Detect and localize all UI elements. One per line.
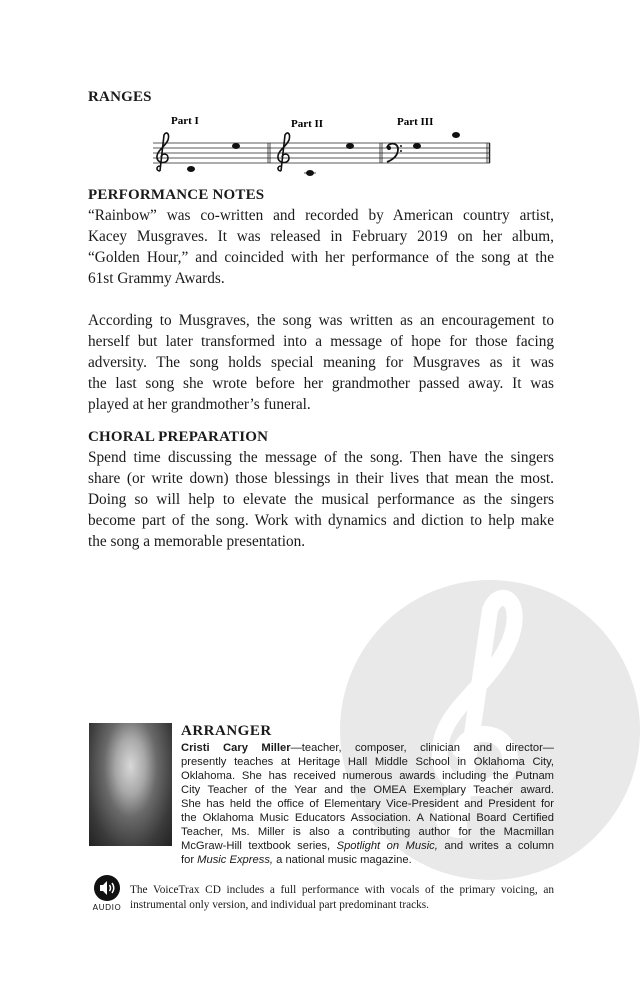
text-line: instrumental only version, and individual part predominant tracks.: [130, 898, 429, 911]
text-line: Oklahoma. She has received numerous awards including the Putnam: [181, 770, 554, 782]
text-line: adversity. The song holds special meaning for Musgraves as it was: [88, 354, 554, 371]
choral-preparation-heading: CHORAL PREPARATION: [88, 429, 269, 445]
audio-description: [130, 883, 554, 912]
main-content: [88, 87, 554, 552]
choral-preparation-paragraph: [88, 447, 554, 552]
text-line: the song a memorable presentation.: [88, 533, 306, 550]
text-line: become part of the song. Work with dynamics and diction to help make: [88, 512, 554, 529]
part-3-label: Part III: [397, 116, 434, 128]
arranger-photo: [89, 723, 172, 846]
text-line: She has held the office of Elementary Vice-President and President for: [181, 798, 554, 810]
performance-notes-paragraph-1: [88, 205, 554, 289]
text-line: herself but later transformed into a message of hope for those facing: [88, 333, 554, 350]
text-line: Kacey Musgraves. It was released in February 2019 on her album,: [88, 228, 554, 245]
performance-notes-paragraph-2: [88, 310, 554, 415]
text-line: Teacher, Ms. Miller is also a contributing author for the Macmillan: [181, 826, 554, 838]
text-line: share (or write down) those blessings in their lives that mean the most.: [88, 470, 554, 487]
treble-clef-icon: [278, 133, 290, 171]
text-line: [181, 853, 554, 867]
audio-note: [89, 867, 554, 913]
text-line: 61st Grammy Awards.: [88, 270, 225, 287]
arranger-section: [89, 723, 554, 913]
audio-speaker-icon: [94, 875, 120, 901]
text-line: The VoiceTrax CD includes a full performance with vocals of the primary voicing, an: [130, 884, 554, 896]
note: [346, 143, 354, 149]
text-line: “Rainbow” was co-written and recorded by American country artist,: [88, 207, 554, 224]
part-2-label: Part II: [291, 118, 324, 130]
text-line: [181, 741, 554, 755]
performance-notes-heading: PERFORMANCE NOTES: [88, 187, 265, 203]
note: [413, 143, 421, 149]
text-span: a national music magazine.: [273, 854, 412, 866]
text-line: presently teaches at Heritage Hall Middle School in Oklahoma City,: [181, 756, 554, 768]
treble-clef-icon: [157, 133, 169, 171]
text-line: According to Musgraves, the song was written as an encouragement to: [88, 312, 554, 329]
audio-badge: [89, 875, 125, 913]
text-line: City Teacher of the Year and the OMEA Exemplary Teacher award.: [181, 784, 554, 796]
arranger-bio: [181, 723, 554, 867]
text-line: the Oklahoma Music Educators Association. A National Board Certified: [181, 812, 554, 824]
note: [187, 166, 195, 172]
text-line: “Golden Hour,” and coincided with her performance of the song at the: [88, 249, 554, 266]
text-line: the last song she wrote before her grandmother passed away. It was: [88, 375, 554, 392]
text-span: McGraw-Hill textbook series,: [181, 840, 337, 852]
part-1-label: Part I: [171, 115, 199, 127]
note: [452, 132, 460, 138]
note: [306, 170, 314, 176]
text-line: played at her grandmother’s funeral.: [88, 396, 311, 413]
audio-label: AUDIO: [92, 903, 122, 912]
text-span: and writes a column: [437, 840, 554, 852]
arranger-heading: ARRANGER: [181, 723, 272, 739]
arranger-name: Cristi Cary Miller: [181, 742, 291, 754]
text-span: —teacher, composer, clinician and director—: [290, 742, 554, 754]
text-line: Spend time discussing the message of the song. Then have the singers: [88, 449, 554, 466]
text-line: Doing so will help to elevate the musical performance as the singers: [88, 491, 554, 508]
note: [232, 143, 240, 149]
magazine-title: Music Express,: [197, 854, 274, 866]
ranges-staff: [150, 113, 500, 179]
book-title: Spotlight on Music,: [336, 840, 438, 852]
text-line: [181, 839, 554, 853]
text-span: for: [181, 854, 198, 866]
ranges-heading: RANGES: [88, 89, 152, 105]
